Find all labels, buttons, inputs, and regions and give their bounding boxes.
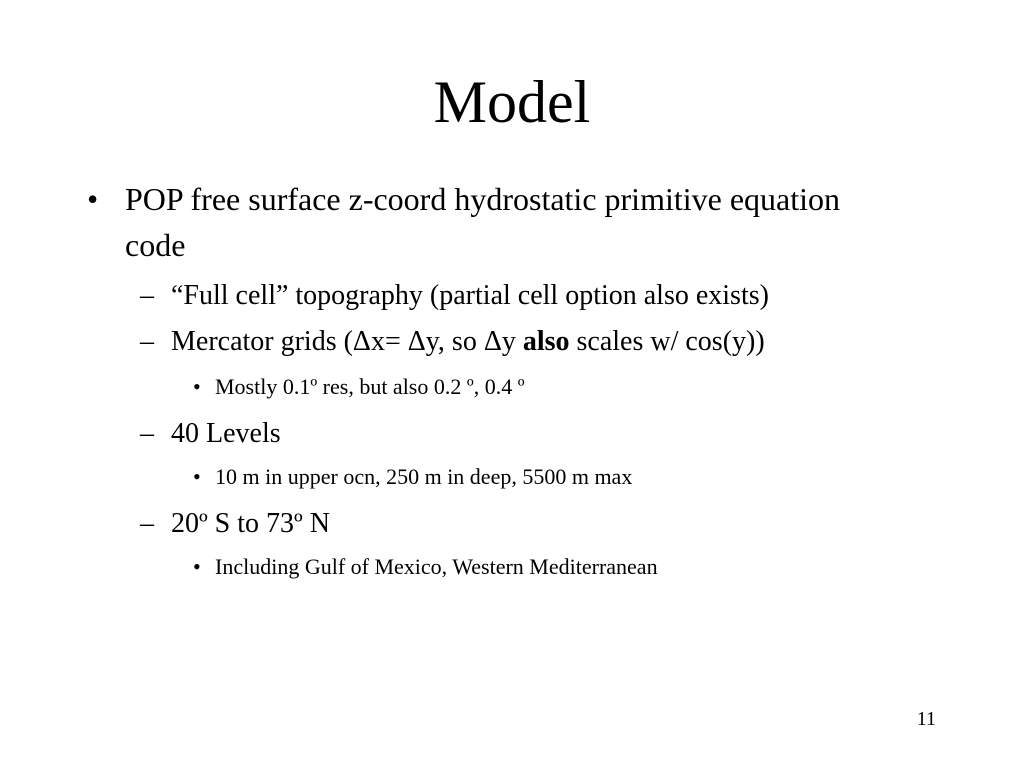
sub-bullet-domain bbox=[140, 508, 330, 540]
bullet-text: POP free surface z-coord hydrostatic primitive equation code bbox=[125, 181, 841, 263]
mercator-text-before: Mercator grids (Δx= Δy, so Δy bbox=[171, 326, 523, 357]
bullet-marker: • bbox=[193, 464, 201, 489]
slide-title: Model bbox=[433, 69, 591, 135]
subsub-bullet-text: Mostly 0.1º res, but also 0.2 º, 0.4 º bbox=[215, 374, 525, 399]
sub-bullet-text: “Full cell” topography (partial cell option also exists) bbox=[171, 280, 769, 311]
subsub-bullet-levels-detail bbox=[193, 464, 632, 490]
sub-bullet-mercator bbox=[140, 326, 765, 358]
dash-marker: – bbox=[140, 280, 154, 311]
sub-bullet-text: 40 Levels bbox=[171, 418, 281, 449]
subsub-bullet-resolution bbox=[193, 374, 525, 400]
sub-bullet-text bbox=[171, 326, 765, 358]
subsub-bullet-domain-detail bbox=[193, 554, 658, 580]
dash-marker: – bbox=[140, 418, 154, 449]
mercator-text-after: scales w/ cos(y)) bbox=[569, 326, 765, 357]
subsub-bullet-text: Including Gulf of Mexico, Western Mediterranean bbox=[215, 554, 658, 579]
page-number: 11 bbox=[916, 708, 936, 730]
bullet-pop-model bbox=[87, 176, 907, 268]
dash-marker: – bbox=[140, 508, 154, 539]
subsub-bullet-text: 10 m in upper ocn, 250 m in deep, 5500 m max bbox=[215, 464, 633, 489]
sub-bullet-text: 20º S to 73º N bbox=[171, 508, 330, 539]
bullet-marker: • bbox=[193, 374, 201, 399]
mercator-text-bold: also bbox=[522, 326, 570, 357]
bullet-marker: • bbox=[193, 554, 201, 579]
bullet-marker: • bbox=[87, 181, 99, 217]
sub-bullet-topography bbox=[140, 280, 769, 312]
sub-bullet-levels bbox=[140, 418, 281, 450]
dash-marker: – bbox=[140, 326, 154, 357]
